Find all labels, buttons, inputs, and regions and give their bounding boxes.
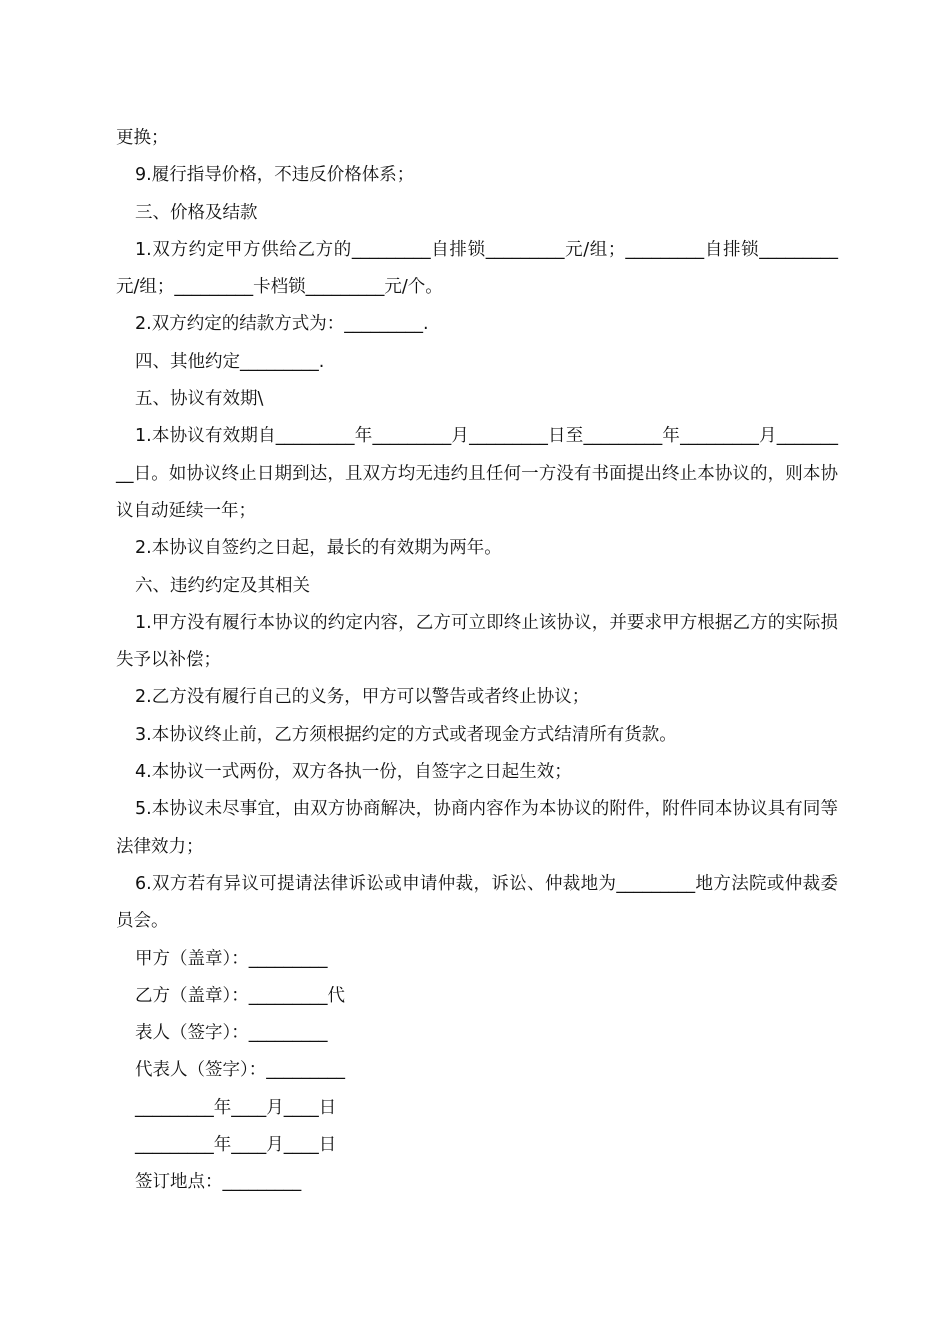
clause-6-6: 6.双方若有异议可提请法律诉讼或申请仲裁，诉讼、仲裁地为_________地方法院或仲裁委员会。 [116, 873, 838, 932]
clause-3-1-prices: 1.双方约定甲方供给乙方的_________自排锁_________元/组；_________自排锁_________元/组；_________卡档锁_________元/个。 [116, 239, 838, 298]
section-3-heading: 三、价格及结款 [135, 202, 258, 223]
clause-3-2-settlement: 2.双方约定的结款方式为：_________. [135, 314, 429, 335]
clause-6-4: 4.本协议一式两份，双方各执一份，自签字之日起生效； [135, 762, 572, 783]
document-body [116, 120, 838, 1202]
clause-5-2-max-term: 2.本协议自签约之日起，最长的有效期为两年。 [135, 538, 502, 559]
party-a-seal-line: 甲方（盖章）：_________ [135, 948, 328, 969]
party-b-seal-line: 乙方（盖章）：_________代 [135, 985, 345, 1006]
clause-9-price-guidance: 9.履行指导价格，不违反价格体系； [135, 165, 415, 186]
clause-6-3: 3.本协议终止前，乙方须根据约定的方式或者现金方式结清所有货款。 [135, 724, 677, 745]
clause-6-2: 2.乙方没有履行自己的义务，甲方可以警告或者终止协议； [135, 687, 590, 708]
section-5-heading: 五、协议有效期\ [135, 389, 264, 410]
clause-5-1-term: 1.本协议有效期自_________年_________月_________日至_________年_________月_________日。如协议终止日期到达，且双方均无违约且任何一方没有书面提出终止本协议的，则本协议自动延续一年； [116, 426, 838, 521]
section-6-heading: 六、违约约定及其相关 [135, 575, 310, 596]
paragraph-continuation: 更换； [116, 128, 169, 148]
date-line-1: _________年____月____日 [135, 1097, 337, 1118]
representative-signature-line: 表人（签字）：_________ [135, 1023, 328, 1044]
signing-place-line: 签订地点：_________ [135, 1172, 302, 1193]
date-line-2: _________年____月____日 [135, 1135, 337, 1156]
clause-6-5: 5.本协议未尽事宜，由双方协商解决，协商内容作为本协议的附件，附件同本协议具有同等法律效力； [116, 799, 838, 857]
clause-6-1: 1.甲方没有履行本协议的约定内容，乙方可立即终止该协议，并要求甲方根据乙方的实际损失予以补偿； [116, 612, 838, 671]
section-4-heading: 四、其他约定_________. [135, 351, 325, 372]
agent-representative-signature-line: 代表人（签字）：_________ [135, 1060, 345, 1081]
